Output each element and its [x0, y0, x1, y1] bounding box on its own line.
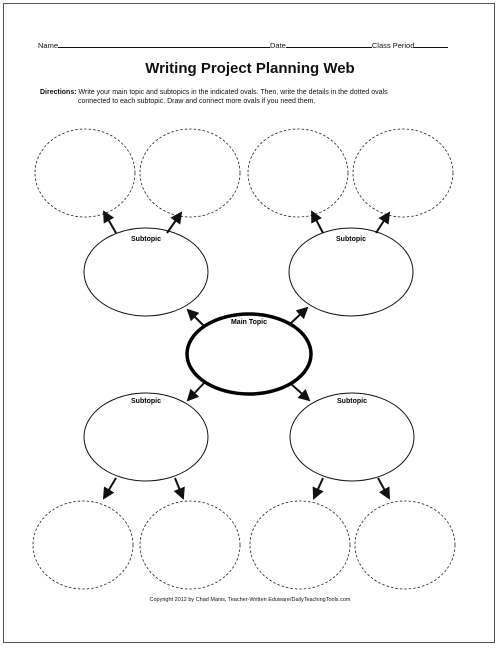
arrow-main-to-subtopic-tr — [290, 308, 307, 324]
arrow-subtopic-tr-to-detail-4 — [376, 213, 389, 233]
directions-label: Directions: — [40, 89, 77, 96]
subtopic-label-bottom-left: Subtopic — [131, 398, 161, 405]
directions-line-1: Write your main topic and subtopics in the indicated ovals. Then, write the details in the dotted ovals — [78, 89, 388, 96]
subtopic-label-bottom-right: Subtopic — [337, 398, 367, 405]
directions-line-2: connected to each subtopic. Draw and connect more ovals if you need them. — [78, 98, 316, 105]
detail-oval-bottom-3[interactable] — [250, 501, 350, 589]
arrow-subtopic-br-to-detail-3 — [314, 478, 323, 498]
arrow-main-to-subtopic-tl — [188, 310, 204, 326]
detail-oval-bottom-1[interactable] — [33, 501, 133, 589]
arrow-main-to-subtopic-br — [291, 384, 309, 400]
arrow-subtopic-bl-to-detail-1 — [104, 478, 116, 498]
arrow-subtopic-br-to-detail-4 — [378, 478, 389, 498]
subtopic-oval-bottom-left[interactable] — [84, 393, 208, 481]
arrow-subtopic-bl-to-detail-2 — [175, 478, 183, 498]
class-period-label: Class Period — [371, 41, 415, 50]
arrow-subtopic-tl-to-detail-1 — [104, 212, 116, 233]
page-title: Writing Project Planning Web — [145, 60, 355, 77]
arrow-subtopic-tl-to-detail-2 — [167, 213, 181, 233]
arrow-subtopic-tr-to-detail-3 — [312, 212, 323, 233]
subtopic-label-top-left: Subtopic — [131, 236, 161, 243]
detail-oval-top-4[interactable] — [353, 129, 453, 217]
copyright-footer: Copyright 2012 by Chad Manis, Teacher-Written Eduware/DailyTeachingTools.com — [149, 597, 351, 603]
detail-oval-bottom-4[interactable] — [355, 501, 455, 589]
name-label: Name — [38, 41, 59, 50]
arrow-main-to-subtopic-bl — [188, 383, 204, 400]
subtopic-oval-bottom-right[interactable] — [290, 393, 414, 481]
date-label: Date — [270, 41, 286, 50]
main-topic-label: Main Topic — [230, 319, 268, 326]
detail-oval-top-1[interactable] — [35, 129, 135, 217]
detail-oval-top-2[interactable] — [140, 129, 240, 217]
subtopic-label-top-right: Subtopic — [336, 236, 366, 243]
main-topic-oval[interactable] — [187, 314, 311, 394]
detail-oval-bottom-2[interactable] — [140, 501, 240, 589]
detail-oval-top-3[interactable] — [248, 129, 348, 217]
